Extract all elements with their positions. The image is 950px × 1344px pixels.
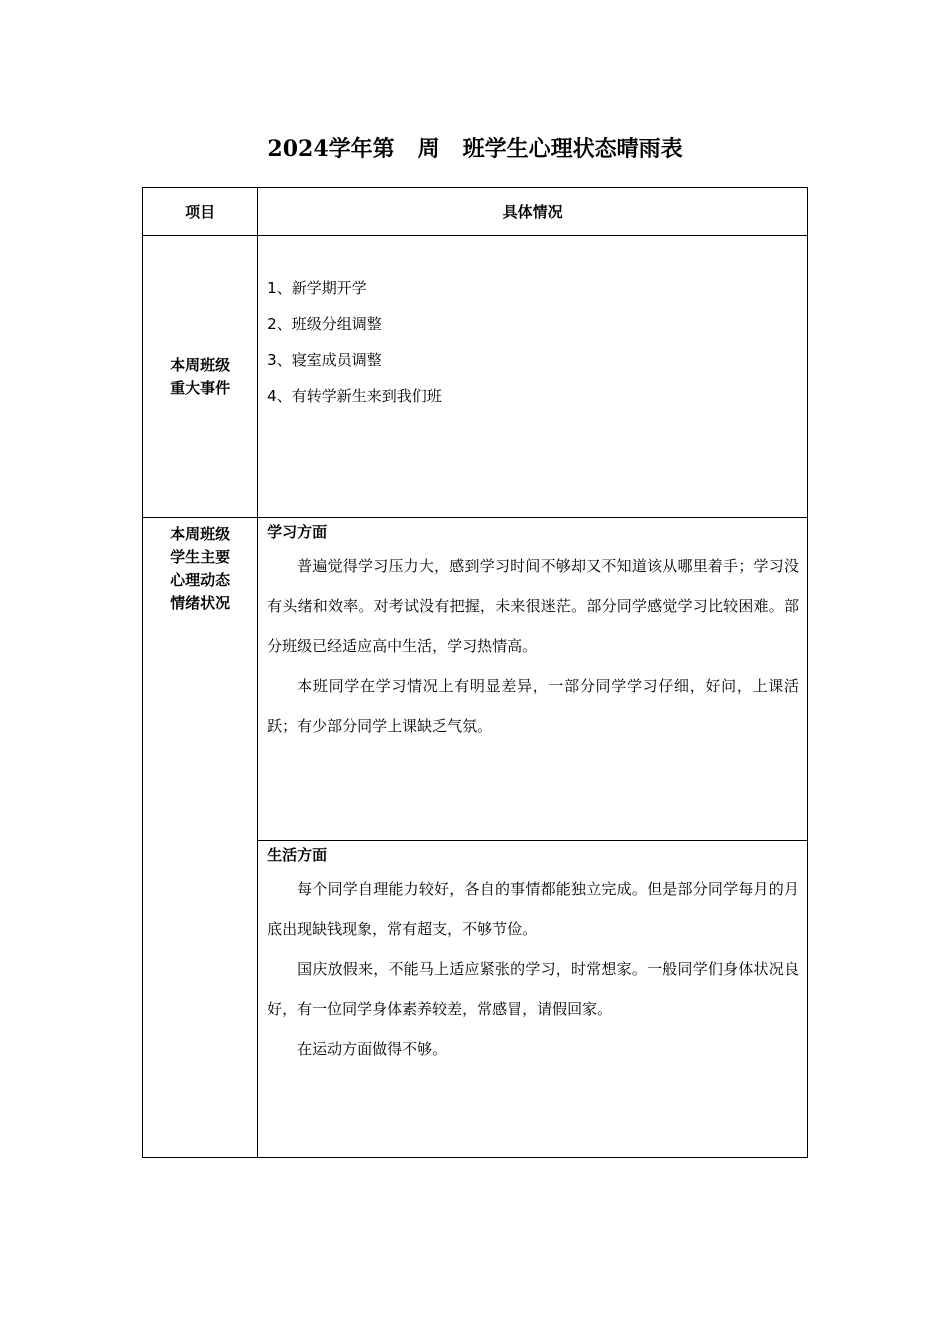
event-item: 1、新学期开学 [267, 279, 367, 297]
study-row [143, 518, 808, 841]
header-row [143, 188, 808, 236]
life-paragraph: 在运动方面做得不够。 [297, 1040, 448, 1058]
life-paragraph: 国庆放假来，不能马上适应紧张的学习，时常想家。一般同学们身体状况良好，有一位同学身体素养较差，常感冒，请假回家。 [267, 960, 799, 1018]
mind-label-line: 本周班级 [170, 525, 231, 543]
life-heading: 生活方面 [267, 846, 328, 864]
mind-label-line: 学生主要 [170, 548, 231, 566]
page-title: 2024学年第 周 班学生心理状态晴雨表 [267, 136, 683, 162]
header-item: 项目 [143, 188, 258, 236]
events-label-line-2: 重大事件 [170, 378, 231, 397]
mind-label-line: 心理动态 [170, 571, 231, 589]
life-paragraph: 每个同学自理能力较好，各自的事情都能独立完成。但是部分同学每月的月底出现缺钱现象，常有超支，不够节俭。 [267, 880, 799, 938]
events-row [143, 236, 808, 518]
study-heading: 学习方面 [267, 523, 328, 541]
event-item: 3、寝室成员调整 [267, 351, 382, 369]
mind-label [143, 518, 258, 1158]
events-label [143, 236, 258, 518]
event-item: 2、班级分组调整 [267, 315, 382, 333]
event-item: 4、有转学新生来到我们班 [267, 387, 442, 405]
mind-label-line: 情绪状况 [170, 594, 231, 612]
study-paragraph: 本班同学在学习情况上有明显差异，一部分同学学习仔细，好问，上课活跃；有少部分同学上课缺乏气氛。 [267, 677, 799, 735]
mood-report-table [142, 187, 808, 1158]
header-detail: 具体情况 [258, 188, 808, 236]
study-section [258, 518, 808, 841]
study-paragraph: 普遍觉得学习压力大，感到学习时间不够却又不知道该从哪里着手；学习没有头绪和效率。对考试没有把握，未来很迷茫。部分同学感觉学习比较困难。部分班级已经适应高中生活，学习热情高。 [267, 557, 799, 655]
events-label-line-1: 本周班级 [170, 355, 231, 374]
life-section [258, 841, 808, 1158]
events-list [258, 236, 808, 518]
